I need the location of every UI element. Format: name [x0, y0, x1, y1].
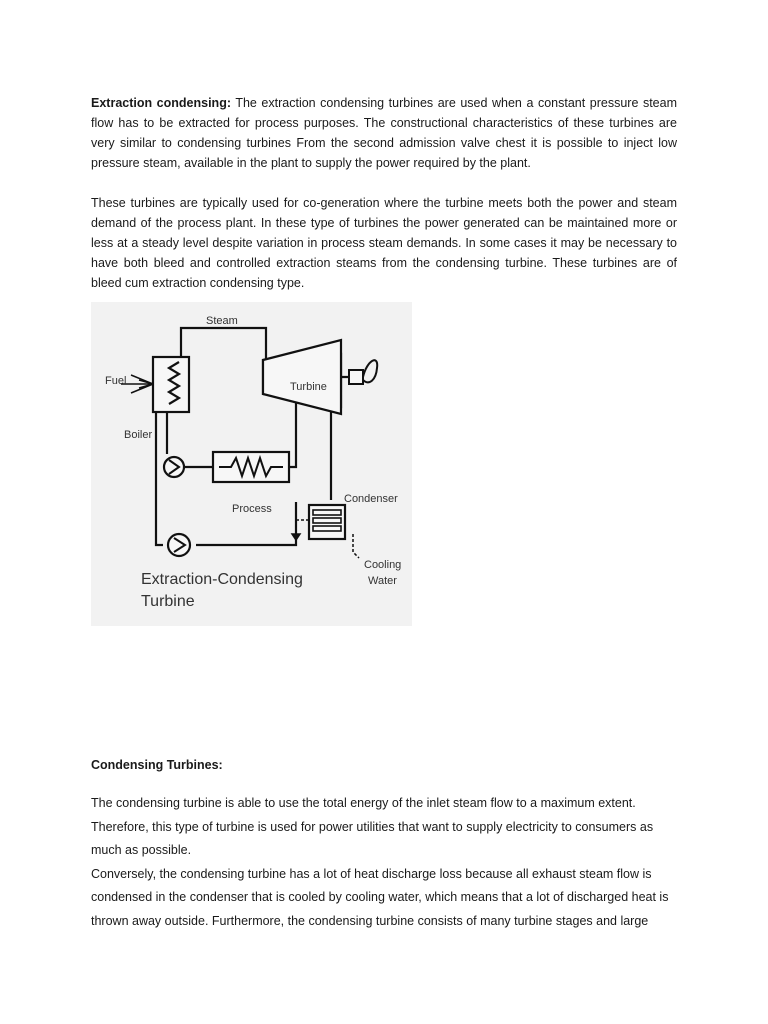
text-line: The condensing turbine is able to use the total energy of the inlet steam flow to a maximum extent.	[91, 796, 636, 810]
paragraph-extraction-condensing	[91, 93, 677, 173]
text-line: thrown away outside. Furthermore, the condensing turbine consists of many turbine stages and large	[91, 913, 649, 928]
label-fuel: Fuel	[105, 375, 127, 387]
extraction-condensing-diagram	[91, 302, 412, 626]
generator-coupling	[349, 370, 363, 384]
text-line: Therefore, this type of turbine is used for power utilities that want to supply electricity to consumers as	[91, 819, 654, 834]
label-turbine: Turbine	[290, 381, 327, 393]
text-line: much as possible.	[91, 843, 192, 857]
label-process: Process	[232, 503, 272, 515]
label-steam: Steam	[206, 315, 238, 327]
pump-2-icon	[168, 534, 190, 556]
turbine-body	[263, 340, 341, 414]
heading-extraction-condensing: Extraction condensing:	[91, 96, 231, 110]
pump-1-icon	[164, 457, 184, 477]
cooling-water-line	[353, 534, 359, 558]
paragraph-extraction-body: The extraction condensing turbines are used when a constant pressure steam flow has to be extracted for process purposes. The constructional characteristics of these turbines are very similar to condensing turbines From the second admission valve chest it is possible to inject low pressure steam, available in the plant to supply the power required by the plant.	[91, 96, 677, 170]
paragraph-cogeneration: These turbines are typically used for co-generation where the turbine meets both the power and steam demand of the process plant. In these type of turbines the power generated can be maintained more or less at a steady level despite variation in process steam demands. In some cases it may be necessary to have both bleed and controlled extraction steams from the condensing turbine. These turbines are of bleed cum extraction condensing type.	[91, 196, 677, 290]
label-boiler: Boiler	[124, 429, 153, 441]
heading-condensing-turbines: Condensing Turbines:	[91, 758, 223, 772]
text-line: condensed in the condenser that is cooled by cooling water, which means that a lot of discharged heat is	[91, 890, 669, 904]
generator-icon	[363, 360, 377, 382]
label-cooling: Cooling	[364, 559, 402, 571]
diagram-svg	[91, 302, 412, 626]
diagram-caption-line2: Turbine	[141, 593, 195, 610]
text-line: Conversely, the condensing turbine has a lot of heat discharge loss because all exhaust steam flow is	[91, 866, 652, 881]
label-water: Water	[368, 575, 397, 587]
drain-arrow-icon	[292, 520, 309, 540]
label-condenser: Condenser	[344, 493, 398, 505]
paragraph-condensing-turbines	[91, 792, 691, 933]
diagram-caption-line1: Extraction-Condensing	[141, 571, 303, 588]
